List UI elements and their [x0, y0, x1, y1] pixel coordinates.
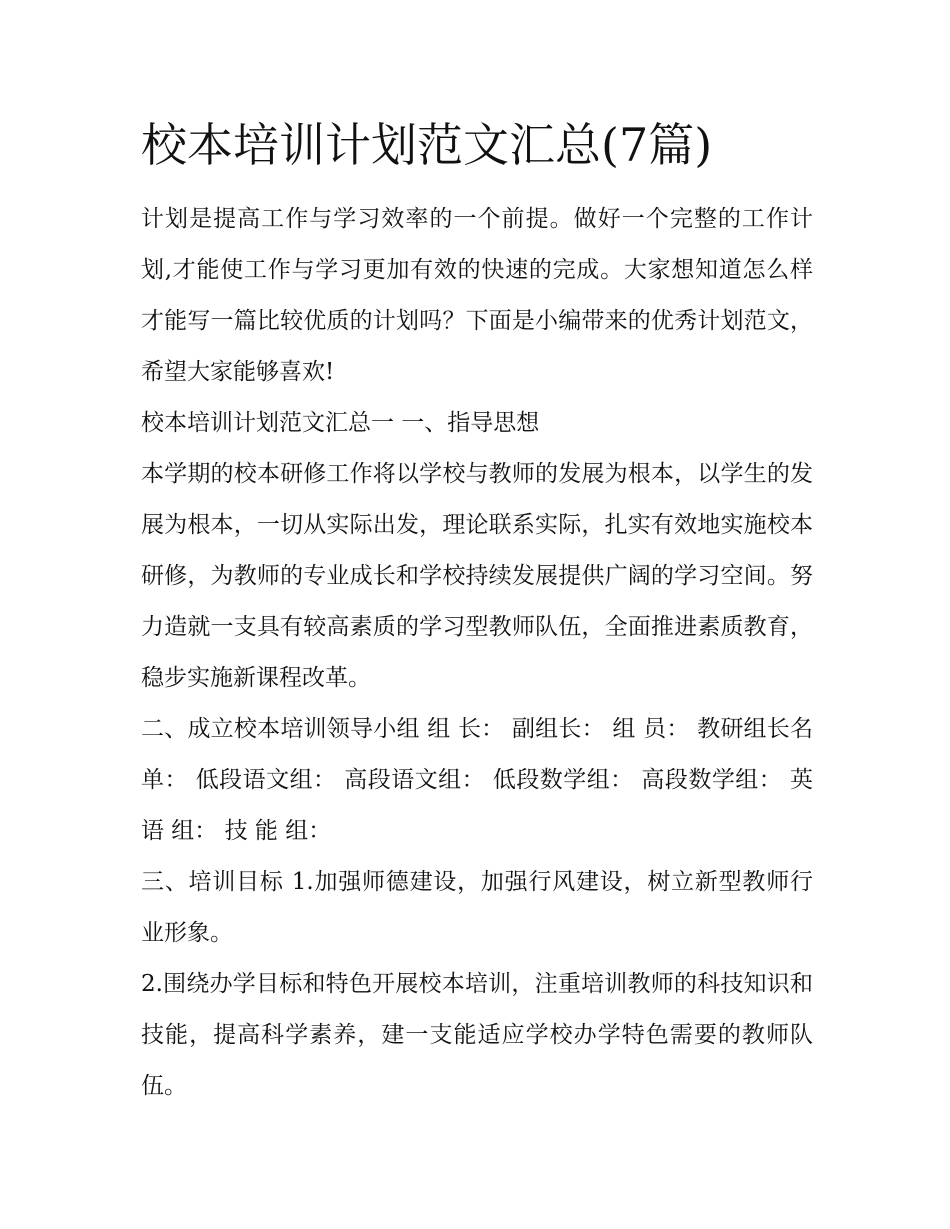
document-title: 校本培训计划范文汇总(7篇) [141, 118, 713, 172]
document-body [141, 112, 813, 1112]
intro-paragraph: 计划是提高工作与学习效率的一个前提。做好一个完整的工作计划,才能使工作与学习更加有效的快速的完成。大家想知道怎么样才能写一篇比较优质的计划吗？下面是小编带来的优秀计划范文，希望大家能够喜欢! [141, 206, 813, 385]
training-goal-paragraph-1: 三、培训目标 1.加强师德建设，加强行风建设，树立新型教师行业形象。 [141, 869, 813, 946]
training-goal-paragraph-2: 2.围绕办学目标和特色开展校本培训，注重培训教师的科技知识和技能，提高科学素养，建一支能适应学校办学特色需要的教师队伍。 [141, 971, 813, 1099]
section-heading-guiding-ideology: 校本培训计划范文汇总一 一、指导思想 [141, 410, 540, 436]
leadership-group-paragraph: 二、成立校本培训领导小组 组 长： 副组长： 组 员： 教研组长名单： 低段语文组： 高段语文组： 低段数学组： 高段数学组： 英 语 组： 技 能 组： [141, 716, 813, 844]
guiding-ideology-paragraph: 本学期的校本研修工作将以学校与教师的发展为根本，以学生的发展为根本，一切从实际出发，理论联系实际，扎实有效地实施校本研修，为教师的专业成长和学校持续发展提供广阔的学习空间。努力造就一支具有较高素质的学习型教师队伍，全面推进素质教育，稳步实施新课程改革。 [141, 461, 813, 691]
